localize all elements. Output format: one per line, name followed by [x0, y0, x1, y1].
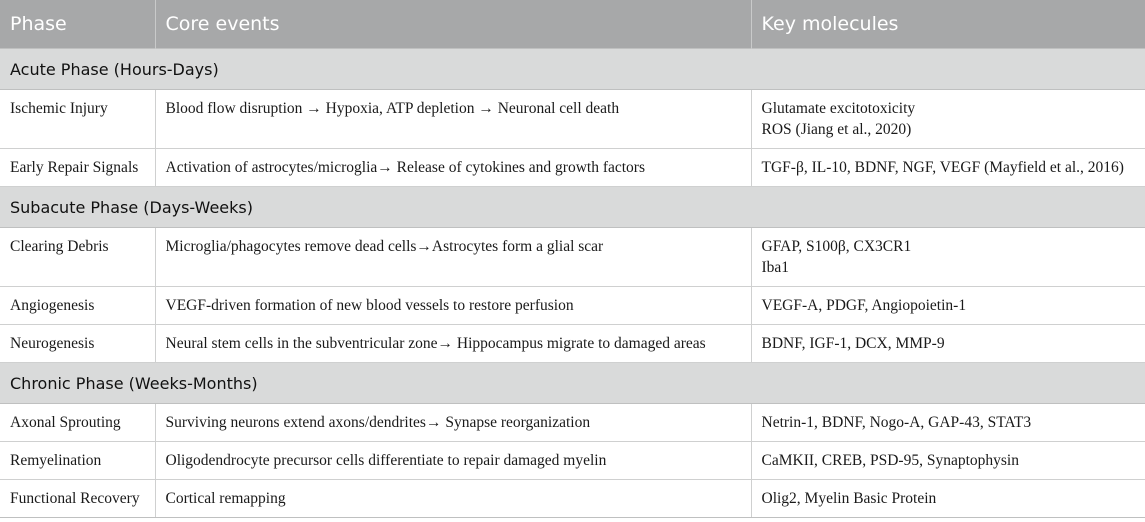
table-row [0, 325, 1145, 363]
table-row [0, 287, 1145, 325]
section-title: Chronic Phase (Weeks-Months) [0, 363, 1145, 404]
events-cell: Microglia/phagocytes remove dead cells→Astrocytes form a glial scar [155, 228, 751, 287]
molecules-cell [751, 325, 1145, 363]
molecules-cell [751, 287, 1145, 325]
phase-cell: Clearing Debris [0, 228, 155, 287]
header-core-events: Core events [155, 0, 751, 49]
molecule-line: ROS (Jiang et al., 2020) [761, 121, 912, 138]
section-row-acute [0, 49, 1145, 90]
header-phase: Phase [0, 0, 155, 49]
events-cell: Activation of astrocytes/microglia→ Release of cytokines and growth factors [155, 149, 751, 187]
phase-cell: Neurogenesis [0, 325, 155, 363]
section-title: Subacute Phase (Days-Weeks) [0, 187, 1145, 228]
events-cell: Cortical remapping [155, 480, 751, 518]
events-cell: Oligodendrocyte precursor cells differentiate to repair damaged myelin [155, 442, 751, 480]
molecule-line: GFAP, S100β, CX3CR1 [761, 238, 912, 255]
molecule-line: BDNF, IGF-1, DCX, MMP-9 [761, 335, 945, 352]
molecules-cell [751, 228, 1145, 287]
section-title: Acute Phase (Hours-Days) [0, 49, 1145, 90]
molecules-cell [751, 90, 1145, 149]
events-cell: Surviving neurons extend axons/dendrites→ Synapse reorganization [155, 404, 751, 442]
phase-cell: Axonal Sprouting [0, 404, 155, 442]
events-cell: Neural stem cells in the subventricular zone→ Hippocampus migrate to damaged areas [155, 325, 751, 363]
phase-cell: Functional Recovery [0, 480, 155, 518]
phase-cell: Early Repair Signals [0, 149, 155, 187]
molecules-cell [751, 149, 1145, 187]
molecule-line: Glutamate excitotoxicity [761, 100, 916, 117]
table-row [0, 90, 1145, 149]
molecules-cell [751, 404, 1145, 442]
molecule-line: VEGF-A, PDGF, Angiopoietin-1 [761, 297, 967, 314]
molecule-line: Netrin-1, BDNF, Nogo-A, GAP-43, STAT3 [761, 414, 1032, 431]
table-row [0, 480, 1145, 518]
table-row [0, 404, 1145, 442]
molecule-line: CaMKII, CREB, PSD-95, Synaptophysin [761, 452, 1019, 469]
events-cell: VEGF-driven formation of new blood vessels to restore perfusion [155, 287, 751, 325]
molecule-line: TGF-β, IL-10, BDNF, NGF, VEGF (Mayfield et al., 2016) [761, 159, 1124, 176]
phase-cell: Remyelination [0, 442, 155, 480]
events-cell: Blood flow disruption → Hypoxia, ATP depletion → Neuronal cell death [155, 90, 751, 149]
table-row [0, 228, 1145, 287]
header-key-molecules: Key molecules [751, 0, 1145, 49]
molecule-line: Olig2, Myelin Basic Protein [761, 490, 937, 507]
molecules-cell [751, 480, 1145, 518]
phase-cell: Angiogenesis [0, 287, 155, 325]
table-header-row [0, 0, 1145, 49]
molecule-line: Iba1 [761, 259, 790, 276]
phase-cell: Ischemic Injury [0, 90, 155, 149]
table-row [0, 442, 1145, 480]
molecules-cell [751, 442, 1145, 480]
section-row-subacute [0, 187, 1145, 228]
section-row-chronic [0, 363, 1145, 404]
table-row [0, 149, 1145, 187]
